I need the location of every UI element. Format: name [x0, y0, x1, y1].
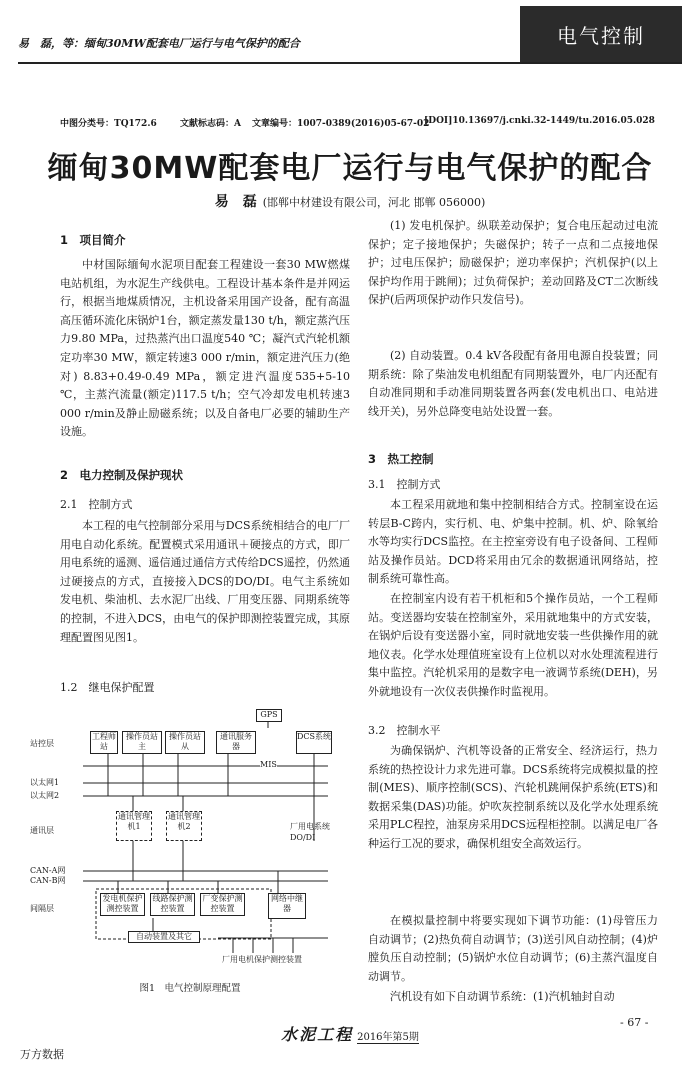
journal-issue: 2016年第5期 [357, 1032, 419, 1043]
author-affiliation: (邯郸中材建设有限公司，河北 邯郸 056000) [262, 196, 486, 209]
operator-sub-box: 操作员站从 [165, 731, 205, 754]
figure-caption: 图1 电气控制原理配置 [139, 983, 241, 994]
comm-layer-label: 通讯层 [30, 826, 54, 835]
paragraph-control-mode: 本工程的电气控制部分采用与DCS系统相结合的电厂厂用电自动化系统。配置模式采用通讯＋硬接点的方式，即厂用电系统的遥测、遥信通过通信方式传给DCS遥控，仍然通过硬接点的方式，直接接入DCS的DO/DI。电气主系统如发电机、柴油机、去水泥厂出线、厂用变压器、同期系统等的控制，不进入DCS，由电气的保护即测控装置完成，其原理配置图见图1。 [60, 519, 350, 644]
generator-protection-box: 发电机保护测控装置 [100, 893, 145, 916]
clc-number: 中图分类号：TQ172.6 [60, 119, 157, 129]
gps-box: GPS [256, 709, 282, 722]
comm-server-box: 通讯服务器 [216, 731, 256, 754]
journal-name: 水泥工程 [281, 1025, 354, 1044]
line-protection-box: 线路保护测控装置 [150, 893, 195, 916]
section-3-2-heading: 3.2 控制水平 [368, 724, 441, 737]
can-b-label: CAN-B网 [30, 876, 66, 885]
author-name: 易 磊 [214, 194, 257, 210]
comm-manager-1-box: 通讯管理机1 [116, 811, 152, 841]
dcs-box: DCS系统 [296, 731, 332, 754]
doi: [DOI]10.13697/j.cnki.32-1449/tu.2016.05.028 [424, 116, 655, 126]
engineer-station-box: 工程师站 [90, 731, 118, 754]
ethernet-2-label: 以太网2 [30, 791, 60, 800]
article-number: 文章编号：1007-0389(2016)05-67-02 [252, 119, 430, 129]
author-line [0, 191, 700, 211]
journal-footer [0, 1022, 700, 1045]
paragraph-thermal-control-mode: 本工程采用就地和集中控制相结合方式。控制室设在运转层B-C跨内，实行机、电、炉集中控制。机、炉、除氧给水等均实行DCS监控。在主控室旁设有电子设备间、工程师站及操作员站。DCD将采用由冗余的数据通讯网络站，控制系统可靠性高。 [368, 498, 658, 586]
document-code: 文献标志码：A [180, 119, 241, 129]
transformer-protection-box: 厂变保护测控装置 [200, 893, 245, 916]
paragraph-project-intro: 中材国际缅甸水泥项目配套工程建设一套30 MW燃煤电站机组，为水泥生产线供电。工程设计基本条件是并网运行，根据当地煤质情况，主机设备采用国产设备，配有高温高压循环流化床锅炉1台，额定蒸发量130 t/h，额定蒸汽压力9.80 MPa，过热蒸汽出口温度540 ℃；凝汽式汽轮机额定功率30 MW，额定转速3 000 r/min，额定进汽压力(绝对) 8.83+0.49-0.49 MPa，额定进汽温度535+5-10 ℃，主蒸汽流量(额定)117.5 t/h；空气冷却发电机转速3 000 r/min及静止励磁系统；以及自备电厂必要的辅助生产设施。 [60, 258, 350, 439]
page-number: - 67 - [620, 1016, 649, 1029]
section-1-2-heading: 1.2 继电保护配置 [60, 681, 155, 694]
ethernet-1-label: 以太网1 [30, 778, 60, 787]
section-3-heading: 3 热工控制 [368, 452, 434, 466]
dcs-io-note: 厂用电系统DO/DI [290, 822, 330, 842]
network-relay-box: 网络中继器 [268, 893, 306, 919]
comm-manager-2-box: 通讯管理机2 [166, 811, 202, 841]
header-rule [18, 62, 682, 64]
paragraph-analog-control: 在模拟量控制中将要实现如下调节功能：(1)母管压力自动调节；(2)热负荷自动调节；(3)送引风自动控制；(4)炉膛负压自动控制；(5)锅炉水位自动调节；(6)主蒸汽温度自动调节。 [368, 914, 658, 983]
wanfang-watermark: 万方数据 [20, 1048, 64, 1061]
plant-motor-note: 厂用电机保护测控装置 [222, 955, 302, 964]
section-tag: 电气控制 [520, 6, 682, 62]
paper-title: 缅甸30MW配套电厂运行与电气保护的配合 [47, 151, 653, 186]
section-2-heading: 2 电力控制及保护现状 [60, 468, 184, 482]
station-layer-label: 站控层 [30, 739, 54, 748]
bay-layer-label: 间隔层 [30, 904, 54, 913]
paragraph-turbine-control: 汽机设有如下自动调节系统：(1)汽机轴封自动 [390, 990, 615, 1003]
section-1-heading: 1 项目简介 [60, 233, 126, 247]
section-3-1-heading: 3.1 控制方式 [368, 478, 441, 491]
figure-control-diagram [28, 703, 348, 965]
section-2-1-heading: 2.1 控制方式 [60, 498, 133, 511]
mis-label: MIS [260, 760, 277, 769]
paragraph-control-room: 在控制室内设有若干机柜和5个操作员站，一个工程师站。变送器均安装在控制室外，采用就地集中的方式安装，在锅炉后设有变送器小室，同时就地安装一些供操作用的就地仪表。化学水处理值班室设有上位机以对水处理流程进行集中监控。汽轮机采用的是数字电一液调节系统(DEH)，另外就地设有一次仪表供操作时监视用。 [368, 592, 658, 698]
paragraph-control-level: 为确保锅炉、汽机等设备的正常安全、经济运行，热力系统的热控设计力求先进可靠。DCS系统将完成模拟量的控制(MES)、顺序控制(SCS)、汽轮机跳闸保护系统(ETS)和数据采集(DAS)功能。炉吹灰控制系统以及化学水处理系统采用PLC程控，油泵房采用DCS远程柜控制。以满足电厂各种运行工况的要求，确保机组安全高效运行。 [368, 744, 658, 850]
running-head: 易 磊，等：缅甸30MW配套电厂运行与电气保护的配合 [18, 37, 300, 50]
paragraph-generator-protection: (1) 发电机保护。纵联差动保护；复合电压起动过电流保护；定子接地保护；失磁保护；转子一点和二点接地保护；过电压保护；励磁保护；逆功率保护；汽机保护(以上保护均作用于跳闸)；过负荷保护；差动回路及CT二次断线保护(后两项保护动作只发信号)。 [368, 219, 658, 307]
can-a-label: CAN-A网 [30, 866, 66, 875]
auto-device-box: 自动装置及其它 [128, 931, 200, 943]
paragraph-auto-devices: (2) 自动装置。0.4 kV各段配有备用电源自投装置；同期系统：除了柴油发电机组配有同期装置外，电厂内还配有自动准同期和手动准同期装置各两套(发电机出口、电站进线开关)，另外总降变电站处设置一套。 [368, 349, 658, 418]
operator-main-box: 操作员站主 [122, 731, 162, 754]
